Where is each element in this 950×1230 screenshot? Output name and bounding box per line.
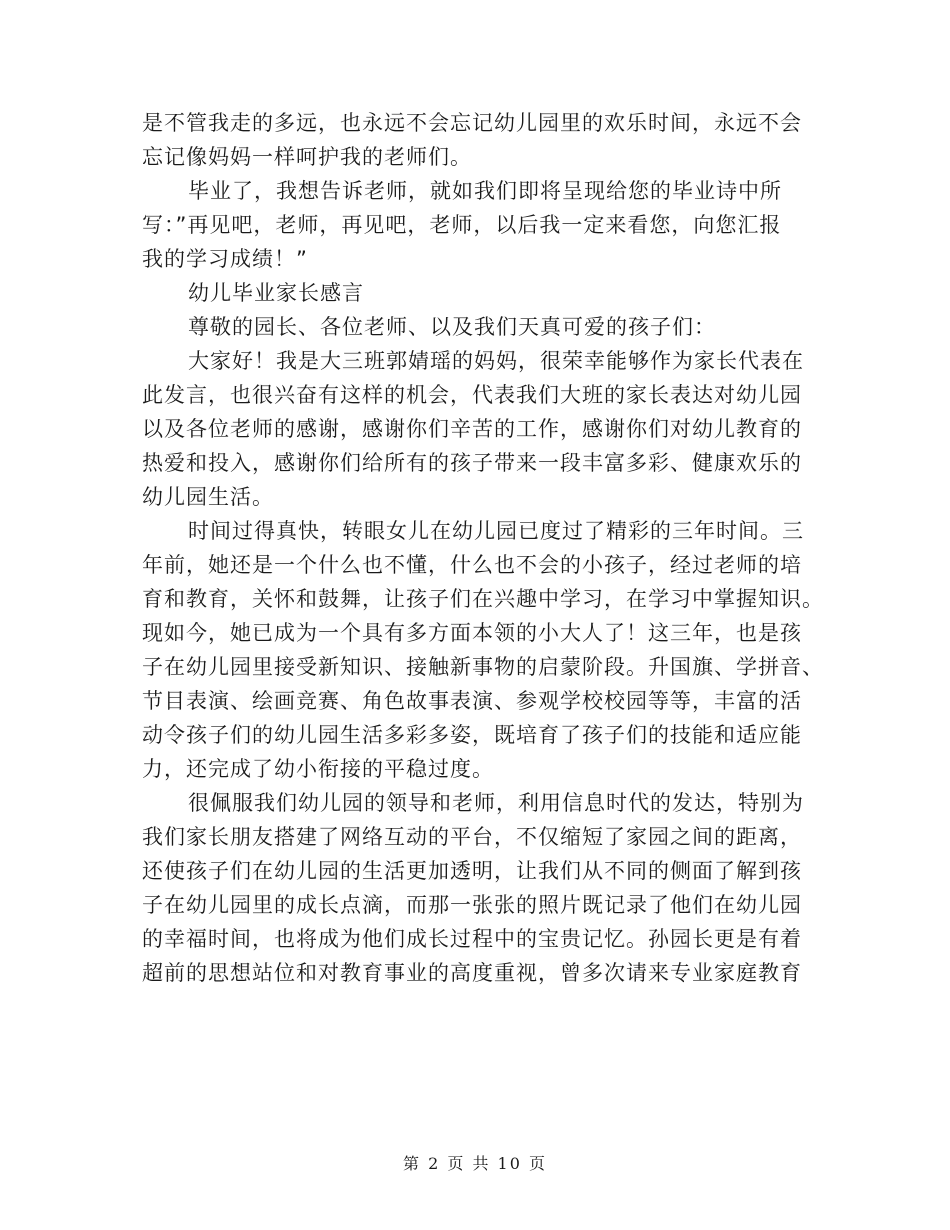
text-line: 幼儿毕业家长感言 — [188, 281, 364, 305]
text-line: 幼儿园生活。 — [142, 485, 274, 509]
text-line: 还使孩子们在幼儿园的生活更加透明，让我们从不同的侧面了解到孩 — [142, 859, 802, 883]
text-line: 我的学习成绩！” — [142, 247, 308, 271]
text-line: 时间过得真快，转眼女儿在幼儿园已度过了精彩的三年时间。三 — [188, 519, 804, 543]
text-line: 子在幼儿园里的成长点滴，而那一张张的照片既记录了他们在幼儿园 — [142, 893, 802, 917]
text-line: 毕业了，我想告诉老师，就如我们即将呈现给您的毕业诗中所 — [188, 179, 782, 203]
text-line: 育和教育，关怀和鼓舞，让孩子们在兴趣中学习，在学习中掌握知识。 — [142, 587, 824, 611]
text-line: 动令孩子们的幼儿园生活多彩多姿，既培育了孩子们的技能和适应能 — [142, 723, 802, 747]
text-line: 年前，她还是一个什么也不懂，什么也不会的小孩子，经过老师的培 — [142, 553, 802, 577]
document-body — [142, 106, 824, 990]
text-line: 超前的思想站位和对教育事业的高度重视，曾多次请来专业家庭教育 — [142, 961, 802, 985]
text-line: 很佩服我们幼儿园的领导和老师，利用信息时代的发达，特别为 — [188, 791, 804, 815]
text-line: 是不管我走的多远，也永远不会忘记幼儿园里的欢乐时间，永远不会 — [142, 111, 802, 135]
text-line: 尊敬的园长、各位老师、以及我们天真可爱的孩子们： — [188, 315, 716, 339]
text-line: 此发言，也很兴奋有这样的机会，代表我们大班的家长表达对幼儿园 — [142, 383, 802, 407]
text-line: 的幸福时间，也将成为他们成长过程中的宝贵记忆。孙园长更是有着 — [142, 927, 802, 951]
text-line: 节目表演、绘画竞赛、角色故事表演、参观学校校园等等，丰富的活 — [142, 689, 802, 713]
text-line: 现如今，她已成为一个具有多方面本领的小大人了！这三年，也是孩 — [142, 621, 802, 645]
text-line: 热爱和投入，感谢你们给所有的孩子带来一段丰富多彩、健康欢乐的 — [142, 451, 802, 475]
text-line: 写：”再见吧，老师，再见吧，老师，以后我一定来看您，向您汇报 — [142, 213, 782, 237]
page-footer: 第 2 页 共 10 页 — [403, 1154, 547, 1173]
text-line: 以及各位老师的感谢，感谢你们辛苦的工作，感谢你们对幼儿教育的 — [142, 417, 802, 441]
text-line: 大家好！我是大三班郭婧瑶的妈妈，很荣幸能够作为家长代表在 — [188, 349, 804, 373]
text-line: 子在幼儿园里接受新知识、接触新事物的启蒙阶段。升国旗、学拼音、 — [142, 655, 824, 679]
text-line: 我们家长朋友搭建了网络互动的平台，不仅缩短了家园之间的距离， — [142, 825, 802, 849]
text-line: 力，还完成了幼小衔接的平稳过度。 — [142, 757, 494, 781]
text-line: 忘记像妈妈一样呵护我的老师们。 — [142, 145, 472, 169]
